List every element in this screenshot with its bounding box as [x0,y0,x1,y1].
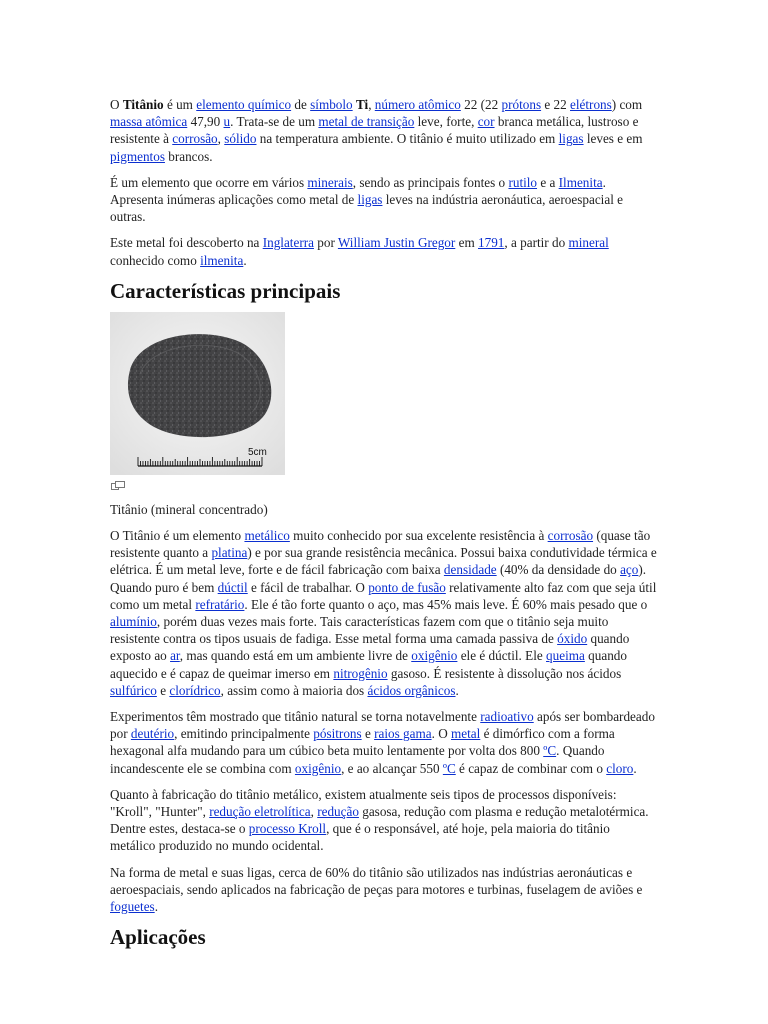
wiki-link[interactable]: símbolo [310,97,353,112]
wiki-link[interactable]: densidade [443,562,497,578]
wiki-link[interactable]: pósitrons [313,726,362,742]
wiki-link[interactable]: ºC [442,760,456,776]
wiki-link[interactable]: redução [317,804,359,820]
wiki-link[interactable]: dúctil [217,579,248,595]
wiki-link[interactable]: metal de transição [318,114,415,130]
section1-paragraph-4: Na forma de metal e suas ligas, cerca de 60% do titânio são utilizados nas indústrias aeronáuticas e aeroespaciais, sendo aplicados na fabricação de peças para motores e turbinas, fuselagem de aviões e foguetes. [110,864,643,915]
wiki-link[interactable]: nitrogênio [333,665,388,681]
wiki-link[interactable]: raios gama [374,726,432,742]
wiki-link[interactable]: ligas [357,192,383,208]
wiki-link[interactable]: aço [620,562,639,578]
wiki-link[interactable]: elemento químico [196,97,292,112]
scale-label: 5cm [248,446,267,458]
wiki-link[interactable]: redução eletrolítica [209,804,311,820]
wiki-link[interactable]: queima [546,648,585,664]
wiki-link[interactable]: corrosão [547,528,594,544]
section-heading-caracteristicas: Características principais [110,278,341,303]
section1-paragraph-2: Experimentos têm mostrado que titânio natural se torna notavelmente radioativo após ser bombardeado por deutério, emitindo principalmente pósitrons e raios gama. O metal é dimórfico com a forma hexagonal alfa mudando para um cúbico beta muito lentamente por volta dos 800 ºC. Quando incandescente ele se combina com oxigênio, e ao alcançar 550 ºC é capaz de combinar com o cloro. [110,709,655,776]
wiki-link[interactable]: clorídrico [169,682,221,698]
article-body [110,96,658,958]
wiki-link[interactable]: cloro [606,760,634,776]
wiki-link[interactable]: ar [170,648,180,664]
wiki-link[interactable]: ponto de fusão [368,579,446,595]
wiki-link[interactable]: deutério [130,726,175,742]
wiki-link[interactable]: elétrons [570,97,612,112]
wiki-link[interactable]: radioativo [480,709,534,725]
intro-paragraph-1: O Titânio é um elemento químico de símbolo Ti, número atômico 22 (22 prótons e 22 elétrons) com massa atômica 47,90 u. Trata-se de um metal de transição leve, forte, cor branca metálica, lustroso e resistente à corrosão, sólido na temperatura ambiente. O titânio é muito utilizado em ligas leves e em pigmentos brancos. [110,97,643,164]
wiki-link[interactable]: 1791 [478,235,505,251]
wiki-link[interactable]: William Justin Gregor [337,235,456,251]
wiki-link[interactable]: ilmenita [200,252,244,268]
wiki-link[interactable]: corrosão [172,131,218,147]
wiki-link[interactable]: massa atômica [110,114,188,130]
wiki-link[interactable]: oxigênio [411,648,458,664]
wiki-link[interactable]: cor [477,114,495,130]
wiki-link[interactable]: platina [211,545,248,561]
wiki-link[interactable]: alumínio [110,614,157,630]
section-heading-aplicacoes: Aplicações [110,925,206,950]
wiki-link[interactable]: ácidos orgânicos [367,682,456,698]
wiki-link[interactable]: minerais [307,174,353,190]
titanium-sand-photo[interactable] [110,312,285,475]
wiki-link[interactable]: refratário [195,596,245,612]
wiki-link[interactable]: óxido [557,631,588,647]
wiki-link[interactable]: metálico [244,528,290,544]
wiki-link[interactable]: u [223,114,231,130]
bold-term: Ti [355,97,369,112]
wiki-link[interactable]: ligas [558,131,584,147]
titanium-sand-image [110,312,285,475]
wiki-link[interactable]: rutilo [508,174,538,190]
wiki-link[interactable]: ºC [543,743,557,759]
wiki-link[interactable]: processo Kroll [248,821,327,837]
intro-paragraph-3: Este metal foi descoberto na Inglaterra por William Justin Gregor em 1791, a partir do mineral conhecido como ilmenita. [110,235,609,268]
wiki-link[interactable]: sólido [224,131,257,147]
wiki-link[interactable]: metal [451,726,481,742]
wiki-link[interactable]: sulfúrico [110,682,157,698]
wiki-link[interactable]: prótons [501,97,542,112]
intro-paragraph-2: É um elemento que ocorre em vários minerais, sendo as principais fontes o rutilo e a Ilmenita. Apresenta inúmeras aplicações como metal de ligas leves na indústria aeronáutica, aeroespacial e outras. [110,174,624,225]
wiki-link[interactable]: Ilmenita [558,174,603,190]
section1-paragraph-1: O Titânio é um elemento metálico muito conhecido por sua excelente resistência à corrosão (quase tão resistente quanto a platina) e por sua grande resistência mecânica. Possui baixa condutividade térmica e elétrica. É um metal leve, forte e de fácil fabricação com baixa densidade (40% da densidade do aço). Quando puro é bem dúctil e fácil de trabalhar. O ponto de fusão relativamente alto faz com que seja útil como um metal refratário. Ele é tão forte quanto o aço, mas 45% mais leve. É 60% mais pesado que o alumínio, porém duas vezes mais forte. Tais características fazem com que o titânio seja muito resistente contra os tipos usuais de fadiga. Esse metal forma uma camada passiva de óxido quando exposto ao ar, mas quando está em um ambiente livre de oxigênio ele é dúctil. Ele queima quando aquecido e é capaz de queimar imerso em nitrogênio gasoso. É resistente à dissolução nos ácidos sulfúrico e clorídrico, assim como à maioria dos ácidos orgânicos. [110,528,657,698]
bold-term: Titânio [122,97,164,112]
wiki-link[interactable]: oxigênio [294,760,342,776]
section1-paragraph-3: Quanto à fabricação do titânio metálico, existem atualmente seis tipos de processos disponíveis: "Kroll", "Hunter", redução eletrolítica, redução gasosa, redução com plasma e redução metalotérmica. Dentre estes, destaca-se o processo Kroll, que é o responsável, até hoje, pela maioria do titânio metálico produzido no mundo ocidental. [110,786,649,854]
enlarge-icon[interactable] [111,481,125,491]
wiki-link[interactable]: foguetes [110,899,155,915]
wiki-link[interactable]: Inglaterra [262,235,314,251]
wiki-link[interactable]: mineral [568,235,609,251]
wiki-link[interactable]: pigmentos [110,148,165,164]
wiki-link[interactable]: número atômico [374,97,461,112]
figure-caption: Titânio (mineral concentrado) [110,501,268,517]
